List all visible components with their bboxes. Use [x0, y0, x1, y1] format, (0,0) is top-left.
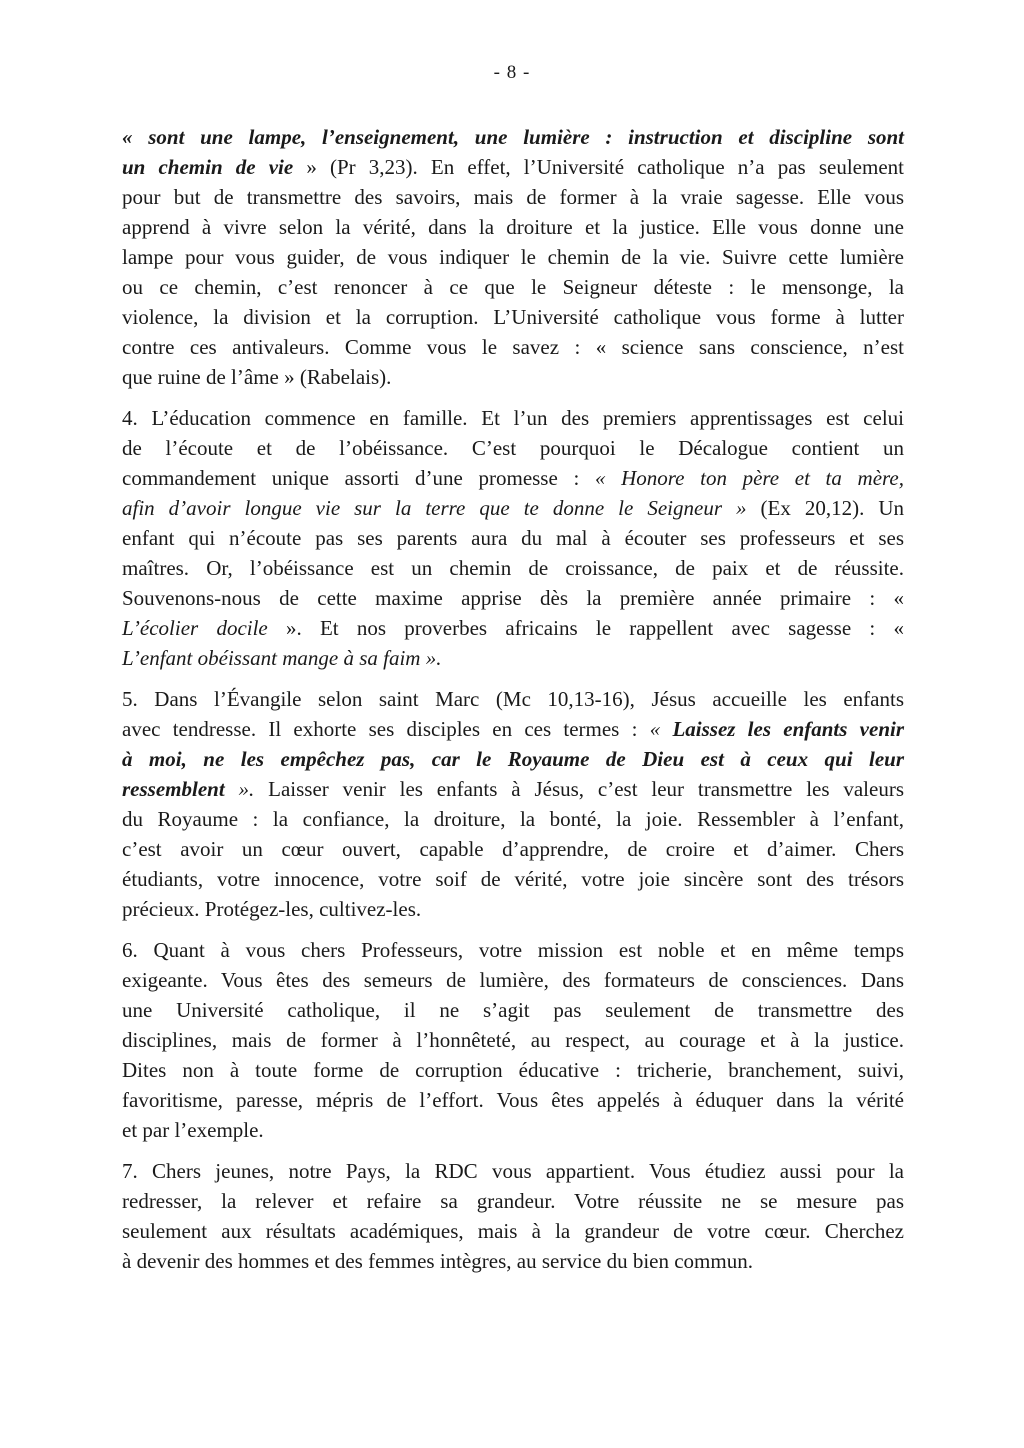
text-run: seulement aux résultats académiques, mais à la grandeur de votre cœur. Cherchez — [122, 1219, 904, 1243]
text-line — [122, 182, 904, 212]
text-line — [122, 212, 904, 242]
text-run: violence, la division et la corruption. L’Université catholique vous forme à lutter — [122, 305, 904, 329]
text-run: une Université catholique, il ne s’agit pas seulement de transmettre des — [122, 998, 904, 1022]
text-run: (Ex 20,12). Un — [746, 496, 904, 520]
text-run: c’est avoir un cœur ouvert, capable d’apprendre, de croire et d’aimer. Chers — [122, 837, 904, 861]
text-line — [122, 463, 904, 493]
text-run: et par l’exemple. — [122, 1118, 264, 1142]
text-run: du Royaume : la confiance, la droiture, la bonté, la joie. Ressembler à l’enfant, — [122, 807, 904, 831]
text-run: 4. L’éducation commence en famille. Et l’un des premiers apprentissages est celui — [122, 406, 904, 430]
text-run: apprend à vivre selon la vérité, dans la droiture et la justice. Elle vous donne une — [122, 215, 904, 239]
text-run: maîtres. Or, l’obéissance est un chemin de croissance, de paix et de réussite. — [122, 556, 904, 580]
text-run: à devenir des hommes et des femmes intègres, au service du bien commun. — [122, 1249, 753, 1273]
bold-italic-quote: à moi, ne les empêchez pas, car le Royaume de Dieu est à ceux qui leur — [122, 747, 904, 771]
text-line — [122, 122, 904, 152]
bold-italic-quote: ressemblent — [122, 777, 225, 801]
text-line — [122, 1186, 904, 1216]
text-line — [122, 935, 904, 965]
text-line — [122, 1156, 904, 1186]
text-run: ». Et nos proverbes africains le rappellent avec sagesse : « — [267, 616, 904, 640]
text-run: de l’écoute et de l’obéissance. C’est pourquoi le Décalogue contient un — [122, 436, 904, 460]
text-line — [122, 1055, 904, 1085]
paragraph-p-5 — [122, 684, 904, 924]
text-line — [122, 1085, 904, 1115]
text-run: exigeante. Vous êtes des semeurs de lumière, des formateurs de consciences. Dans — [122, 968, 904, 992]
text-run: 5. Dans l’Évangile selon saint Marc (Mc 10,13-16), Jésus accueille les enfants — [122, 687, 904, 711]
text-line — [122, 583, 904, 613]
text-line — [122, 684, 904, 714]
italic-quote: ». — [224, 777, 255, 801]
text-line — [122, 774, 904, 804]
paragraph-p-6 — [122, 935, 904, 1145]
text-line — [122, 523, 904, 553]
text-line — [122, 834, 904, 864]
text-run: enfant qui n’écoute pas ses parents aura du mal à écouter ses professeurs et ses — [122, 526, 904, 550]
text-run: Dites non à toute forme de corruption éducative : tricherie, branchement, suivi, — [122, 1058, 904, 1082]
text-run: favoritisme, paresse, mépris de l’effort. Vous êtes appelés à éduquer dans la vérité — [122, 1088, 904, 1112]
text-run: ou ce chemin, c’est renoncer à ce que le Seigneur déteste : le mensonge, la — [122, 275, 904, 299]
text-run: avec tendresse. Il exhorte ses disciples en ces termes : — [122, 717, 650, 741]
text-line — [122, 242, 904, 272]
text-line — [122, 804, 904, 834]
page-number: - 8 - — [493, 62, 531, 83]
text-line — [122, 362, 904, 392]
text-line — [122, 433, 904, 463]
paragraph-p-4 — [122, 403, 904, 673]
text-line — [122, 995, 904, 1025]
paragraph-p-7 — [122, 1156, 904, 1276]
text-line — [122, 714, 904, 744]
text-run: pour but de transmettre des savoirs, mais de former à la vraie sagesse. Elle vous — [122, 185, 904, 209]
text-run: que ruine de l’âme » (Rabelais). — [122, 365, 392, 389]
bold-italic-quote: Laissez les enfants venir — [672, 717, 905, 741]
text-line — [122, 965, 904, 995]
text-line — [122, 1115, 904, 1145]
text-run: » (Pr 3,23). En effet, l’Université catholique n’a pas seulement — [293, 155, 904, 179]
text-run: 6. Quant à vous chers Professeurs, votre mission est noble et en même temps — [122, 938, 904, 962]
text-line — [122, 332, 904, 362]
italic-quote: L’enfant obéissant mange à sa faim ». — [122, 646, 442, 670]
text-line — [122, 1025, 904, 1055]
text-run: Souvenons-nous de cette maxime apprise dès la première année primaire : « — [122, 586, 904, 610]
text-line — [122, 1216, 904, 1246]
text-run: lampe pour vous guider, de vous indiquer le chemin de la vie. Suivre cette lumière — [122, 245, 904, 269]
text-line — [122, 553, 904, 583]
document-body — [122, 122, 904, 1287]
text-line — [122, 403, 904, 433]
text-line — [122, 643, 904, 673]
bold-italic-quote: un chemin de vie — [122, 155, 294, 179]
text-run: commandement unique assorti d’une promesse : — [122, 466, 595, 490]
bold-italic-quote: « sont une lampe, l’enseignement, une lumière : instruction et discipline sont — [122, 125, 904, 149]
text-line — [122, 493, 904, 523]
text-line — [122, 613, 904, 643]
text-run: redresser, la relever et refaire sa grandeur. Votre réussite ne se mesure pas — [122, 1189, 904, 1213]
paragraph-p-continuation — [122, 122, 904, 392]
italic-quote: L’écolier docile — [122, 616, 268, 640]
text-run: disciplines, mais de former à l’honnêteté, au respect, au courage et à la justice. — [122, 1028, 904, 1052]
text-run: contre ces antivaleurs. Comme vous le savez : « science sans conscience, n’est — [122, 335, 904, 359]
text-run: 7. Chers jeunes, notre Pays, la RDC vous appartient. Vous étudiez aussi pour la — [122, 1159, 904, 1183]
text-line — [122, 894, 904, 924]
italic-quote: afin d’avoir longue vie sur la terre que te donne le Seigneur » — [122, 496, 747, 520]
text-run: Laisser venir les enfants à Jésus, c’est leur transmettre les valeurs — [254, 777, 905, 801]
text-line — [122, 272, 904, 302]
italic-quote: « Honore ton père et ta mère, — [594, 466, 904, 490]
italic-quote: « — [649, 717, 673, 741]
text-run: précieux. Protégez-les, cultivez-les. — [122, 897, 422, 921]
text-line — [122, 744, 904, 774]
text-line — [122, 1246, 904, 1276]
text-line — [122, 152, 904, 182]
text-line — [122, 302, 904, 332]
text-line — [122, 864, 904, 894]
text-run: étudiants, votre innocence, votre soif de vérité, votre joie sincère sont des trésors — [122, 867, 904, 891]
